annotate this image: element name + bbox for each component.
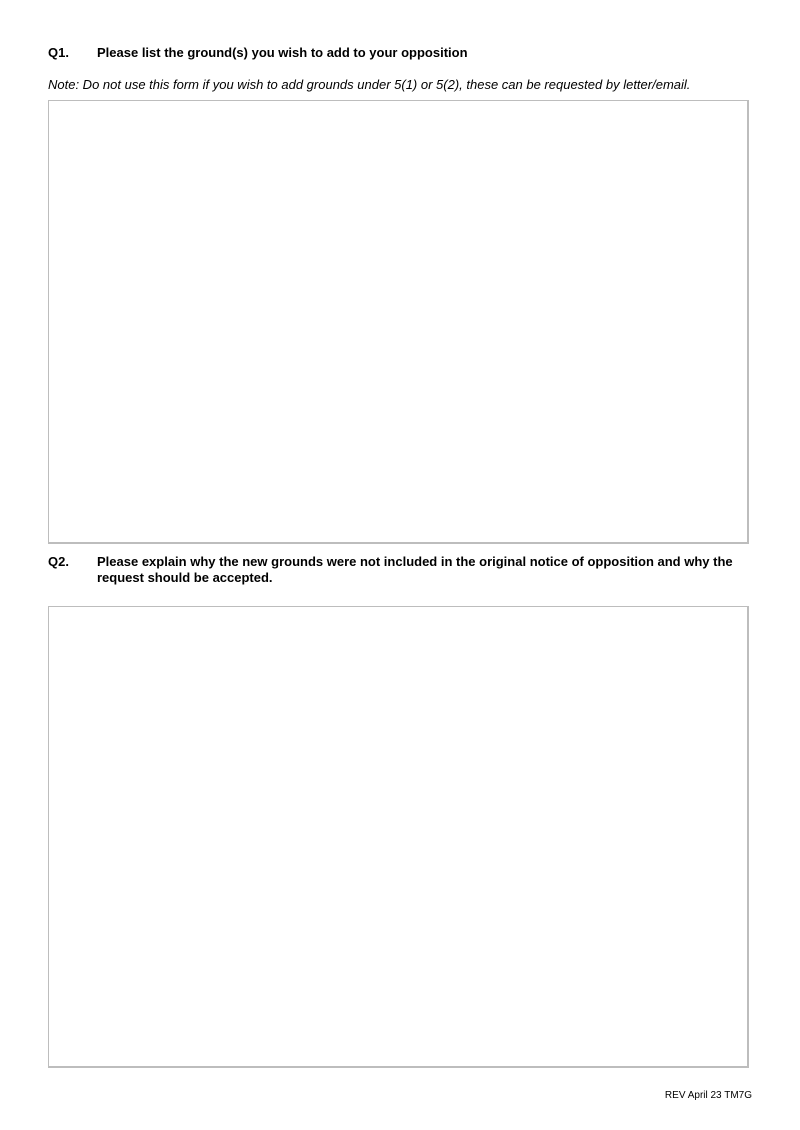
question-2-text: Please explain why the new grounds were not included in the original notice of opposition and why the request should be accepted. [97, 554, 733, 585]
revision-footer: REV April 23 TM7G [664, 1090, 752, 1101]
question-1-note: Note: Do not use this form if you wish to add grounds under 5(1) or 5(2), these can be requested by letter/email. [48, 77, 691, 92]
question-2-answer-field[interactable] [48, 606, 749, 1068]
question-1-answer-field[interactable] [48, 100, 749, 544]
question-1-text: Please list the ground(s) you wish to add to your opposition [97, 45, 468, 60]
question-2-number: Q2. [48, 554, 69, 569]
question-2-heading [48, 554, 752, 586]
question-1-number: Q1. [48, 45, 69, 60]
question-1-heading [48, 45, 752, 61]
